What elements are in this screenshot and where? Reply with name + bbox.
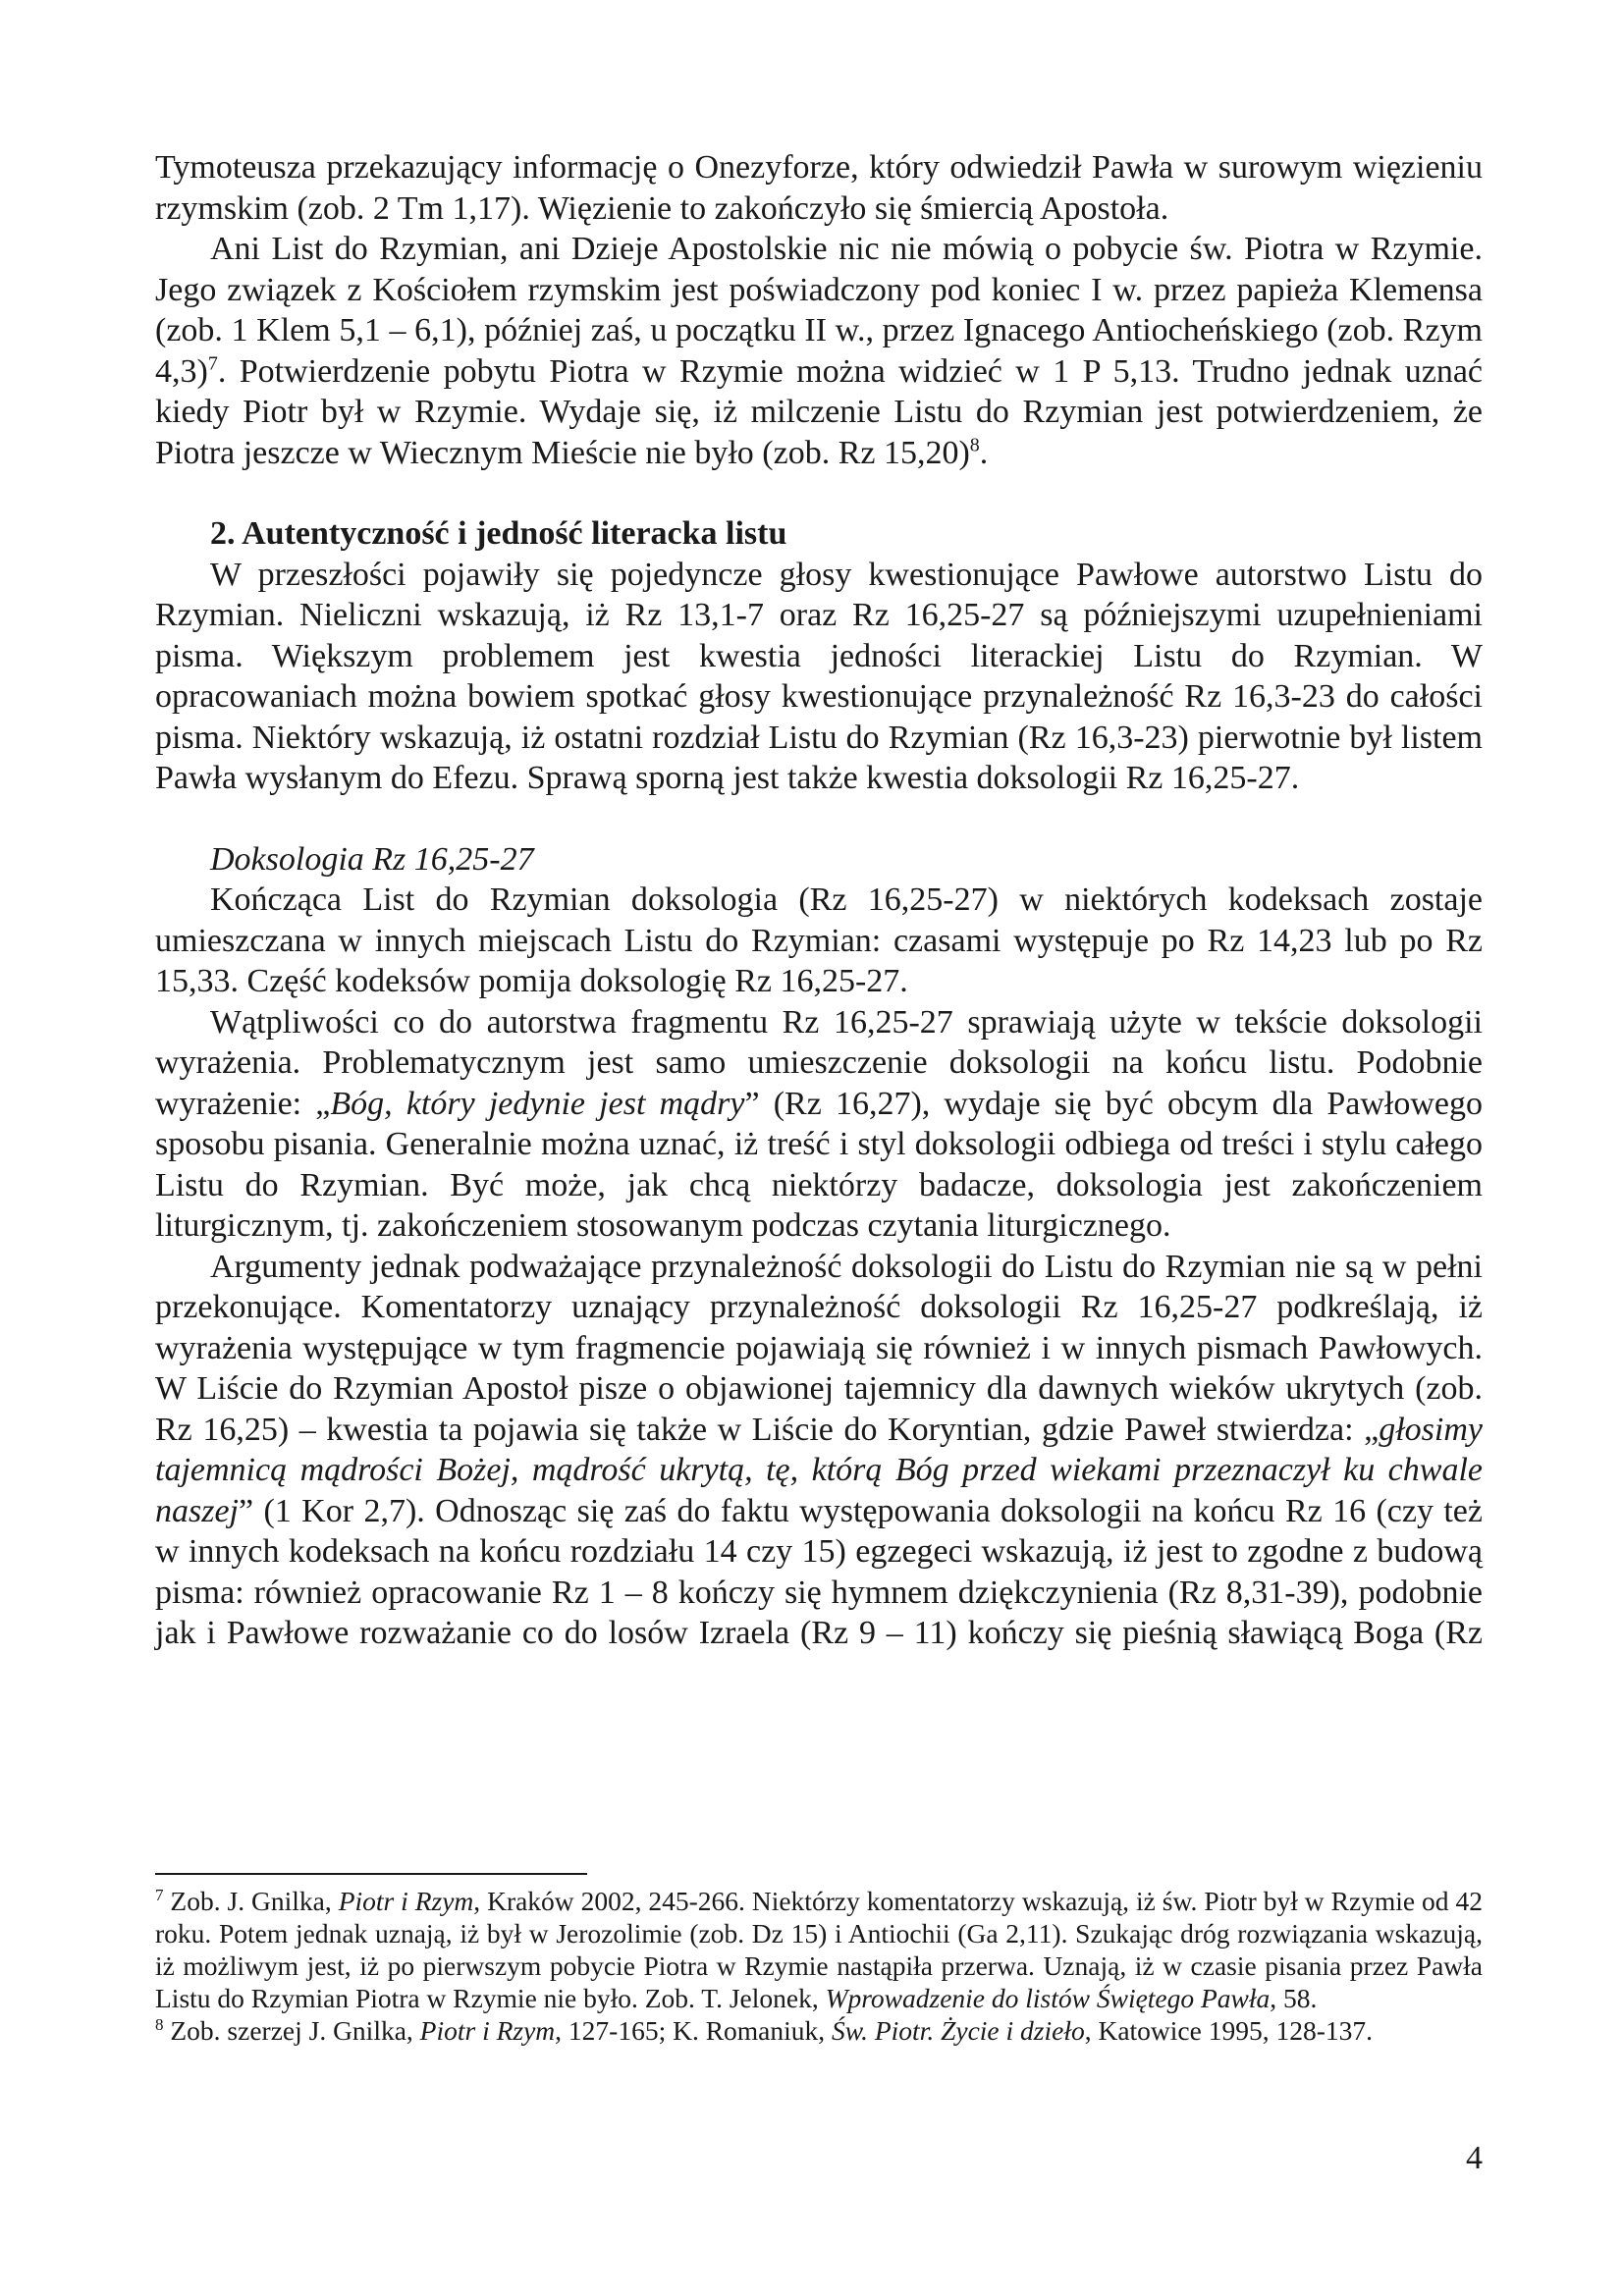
footnote-separator bbox=[155, 1873, 587, 1875]
section-heading: 2. Autentyczność i jedność literacka listu bbox=[210, 515, 787, 552]
quote-2: głosimy tajemnicą mądrości Bożej, mądrość ukrytą, tę, którą Bóg przed wiekami przeznaczył ku chwale naszej bbox=[155, 1411, 1483, 1529]
footnotes bbox=[155, 1885, 1483, 2047]
subsection-heading: Doksologia Rz 16,25-27 bbox=[210, 840, 534, 878]
footnote-ref-7[interactable]: 7 bbox=[207, 352, 218, 375]
page-number: 4 bbox=[1466, 2140, 1483, 2176]
page-body bbox=[155, 147, 1483, 1654]
paragraph-3: W przeszłości pojawiły się pojedyncze głosy kwestionujące Pawłowe autorstwo Listu do Rzymian. Nieliczni wskazują, iż Rz 13,1-7 oraz Rz 16,25-27 są późniejszymi uzupełnieniami pisma. Większym problemem jest kwestia jedności literackiej Listu do Rzymian. W opracowaniach można bowiem spotkać głosy kwestionujące przynależność Rz 16,3-23 do całości pisma. Niektóry wskazują, iż ostatni rozdział Listu do Rzymian (Rz 16,3-23) pierwotnie był listem Pawła wysłanym do Efezu. Sprawą sporną jest także kwestia doksologii Rz 16,25-27. bbox=[155, 556, 1483, 796]
paragraph-2: Ani List do Rzymian, ani Dzieje Apostolskie nic nie mówią o pobycie św. Piotra w Rzymie. Jego związek z Kościołem rzymskim jest poświadczony pod koniec I w. przez papieża Klemensa (zob. 1 Klem 5,1 – 6,1), później zaś, u początku II w., przez Ignacego Antiocheńskiego (zob. Rzym 4,3)$^7$. Potwierdzenie pobytu Piotra w Rzymie można widzieć w 1 P 5,13. Trudno jednak uznać kiedy Piotr był w Rzymie. Wydaje się, iż milczenie Listu do Rzymian jest potwierdzeniem, że Piotra jeszcze w Wiecznym Mieście nie było (zob. Rz 15,20)$^8$. bbox=[155, 231, 1483, 471]
paragraph-4: Kończąca List do Rzymian doksologia (Rz 16,25-27) w niektórych kodeksach zostaje umieszczana w innych miejscach Listu do Rzymian: czasami występuje po Rz 14,23 lub po Rz 15,33. Część kodeksów pomija doksologię Rz 16,25-27. bbox=[155, 881, 1483, 999]
paragraph-5: Wątpliwości co do autorstwa fragmentu Rz 16,25-27 sprawiają użyte w tekście doksologii wyrażenia. Problematycznym jest samo umieszczenie doksologii na końcu listu. Podobnie wyrażenie: „Bóg, który jedynie jest mądry” (Rz 16,27), wydaje się być obcym dla Pawłowego sposobu pisania. Generalnie można uznać, iż treść i styl doksologii odbiega od treści i stylu całego Listu do Rzymian. Być może, jak chcą niektórzy badacze, doksologia jest zakończeniem liturgicznym, tj. zakończeniem stosowanym podczas czytania liturgicznego. bbox=[155, 1003, 1483, 1244]
footnote-8: $^8$ Zob. szerzej J. Gnilka, Piotr i Rzym, 127-165; K. Romaniuk, Św. Piotr. Życie i dzieło, Katowice 1995, 128-137. bbox=[155, 2014, 1373, 2046]
paragraph-1: Tymoteusza przekazujący informację o Onezyforze, który odwiedził Pawła w surowym więzieniu rzymskim (zob. 2 Tm 1,17). Więzienie to zakończyło się śmiercią Apostoła. bbox=[155, 149, 1483, 227]
paragraph-6: Argumenty jednak podważające przynależność doksologii do Listu do Rzymian nie są w pełni przekonujące. Komentatorzy uznający przynależność doksologii Rz 16,25-27 podkreślają, iż wyrażenia występujące w tym fragmencie pojawiają się również i w innych pismach Pawłowych. W Liście do Rzymian Apostoł pisze o objawionej tajemnicy dla dawnych wieków ukrytych (zob. Rz 16,25) – kwestia ta pojawia się także w Liście do Koryntian, gdzie Paweł stwierdza: „głosimy tajemnicą mądrości Bożej, mądrość ukrytą, tę, którą Bóg przed wiekami przeznaczył ku chwale naszej” (1 Kor 2,7). Odnosząc się zaś do faktu występowania doksologii na końcu Rz 16 (czy też w innych kodeksach na końcu rozdziału 14 czy 15) egzegeci wskazują, iż jest to zgodne z budową pisma: również opracowanie Rz 1 – 8 kończy się hymnem dziękczynienia (Rz 8,31-39), podobnie jak i Pawłowe rozważanie co do losów Izraela (Rz 9 – 11) kończy się pieśnią sławiącą Boga (Rz bbox=[155, 1248, 1483, 1651]
quote-1: Bóg, który jedynie jest mądry bbox=[330, 1085, 745, 1122]
footnote-7: $^7$ Zob. J. Gnilka, Piotr i Rzym, Kraków 2002, 245-266. Niektórzy komentatorzy wskazują, iż św. Piotr był w Rzymie od 42 roku. Potem jednak uznają, iż był w Jerozolimie (zob. Dz 15) i Antiochii (Ga 2,11). Szukając dróg rozwiązania wskazują, iż możliwym jest, iż po pierwszym pobycie Piotra w Rzymie nastąpiła przerwa. Uznają, iż w czasie pisania przez Pawła Listu do Rzymian Piotra w Rzymie nie było. Zob. T. Jelonek, Wprowadzenie do listów Świętego Pawła, 58. bbox=[155, 1885, 1483, 2013]
footnote-ref-8[interactable]: 8 bbox=[969, 434, 980, 456]
